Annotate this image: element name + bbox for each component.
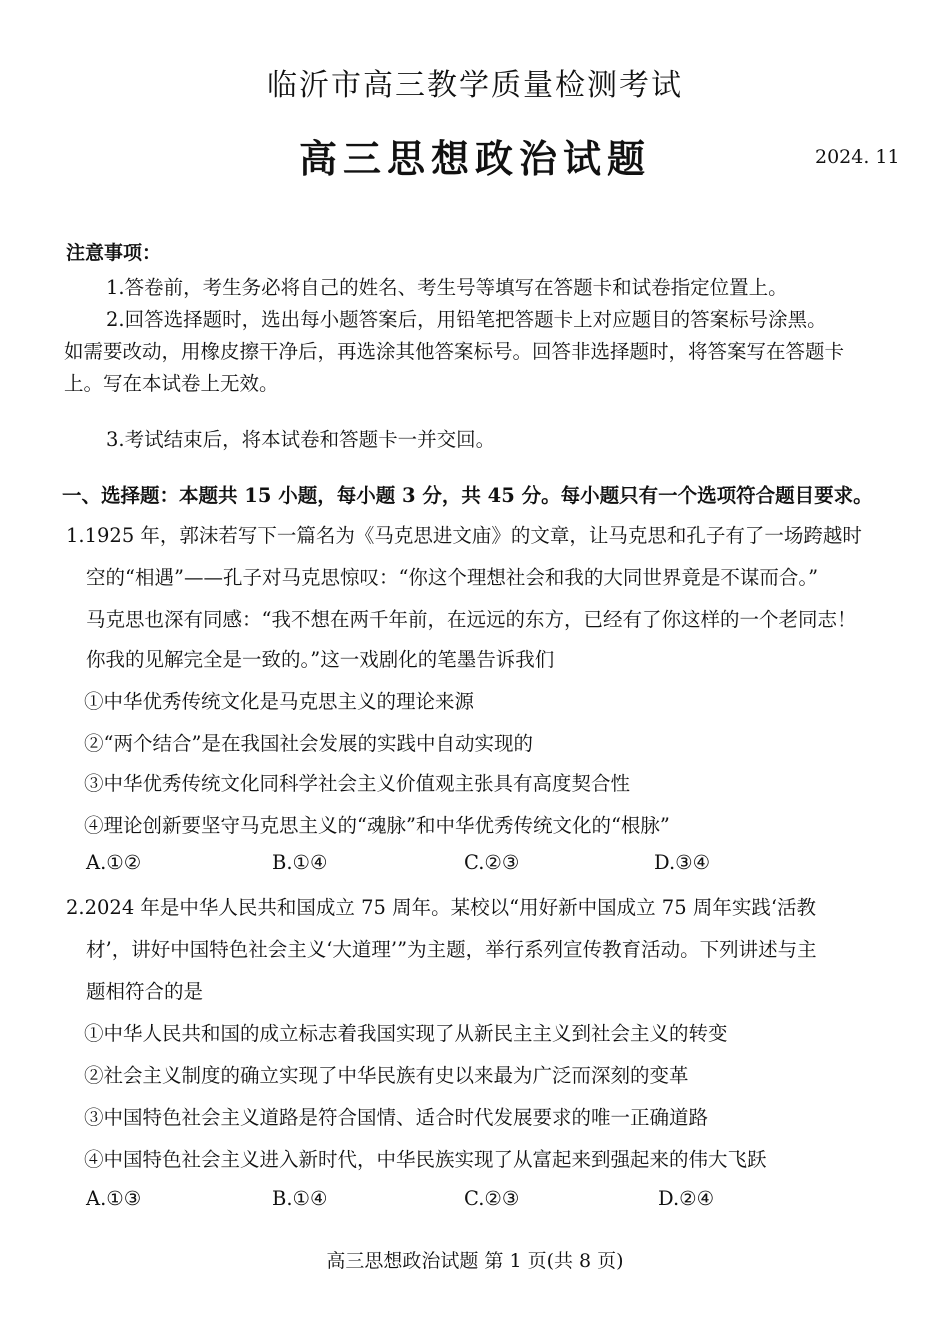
notes-line: 上。写在本试卷上无效。 bbox=[64, 372, 279, 395]
question-stem-line: 题相符合的是 bbox=[86, 980, 204, 1003]
question-statement: ①中华优秀传统文化是马克思主义的理论来源 bbox=[84, 690, 475, 713]
question-statement: ①中华人民共和国的成立标志着我国实现了从新民主主义到社会主义的转变 bbox=[84, 1022, 728, 1045]
notes-line: 1.答卷前，考生务必将自己的姓名、考生号等填写在答题卡和试卷指定位置上。 bbox=[106, 276, 788, 299]
question-statement: ④中国特色社会主义进入新时代，中华民族实现了从富起来到强起来的伟大飞跃 bbox=[84, 1148, 767, 1171]
question-stem-line: 材’，讲好中国特色社会主义‘大道理’”为主题，举行系列宣传教育活动。下列讲述与主 bbox=[86, 938, 817, 961]
question-stem-line: 马克思也深有同感：“我不想在两千年前，在远远的东方，已经有了你这样的一个老同志！ bbox=[86, 608, 857, 631]
question-statement: ④理论创新要坚守马克思主义的“魂脉”和中华优秀传统文化的“根脉” bbox=[84, 814, 670, 837]
page-title: 高三思想政治试题 bbox=[298, 136, 651, 181]
page-footer: 高三思想政治试题 第 1 页(共 8 页) bbox=[326, 1250, 624, 1272]
question-statement: ②“两个结合”是在我国社会发展的实践中自动实现的 bbox=[84, 732, 533, 755]
section-heading: 一、选择题：本题共 15 小题，每小题 3 分，共 45 分。每小题只有一个选项符合题目要求。 bbox=[62, 484, 873, 507]
notes-title: 注意事项： bbox=[66, 242, 162, 264]
option-c: C.②③ bbox=[464, 1187, 520, 1210]
notes-line: 2.回答选择题时，选出每小题答案后，用铅笔把答题卡上对应题目的答案标号涂黑。 bbox=[106, 308, 827, 331]
option-a: A.①③ bbox=[86, 1187, 142, 1210]
option-c: C.②③ bbox=[464, 851, 520, 874]
question-stem-line: 2.2024 年是中华人民共和国成立 75 周年。某校以“用好新中国成立 75 周年实践‘活教 bbox=[66, 896, 817, 919]
option-a: A.①② bbox=[86, 851, 142, 874]
notes-line: 如需要改动，用橡皮擦干净后，再选涂其他答案标号。回答非选择题时，将答案写在答题卡 bbox=[64, 340, 845, 363]
question-stem-line: 空的“相遇”——孔子对马克思惊叹：“你这个理想社会和我的大同世界竟是不谋而合。” bbox=[86, 566, 819, 589]
exam-date: 2024. 11 bbox=[815, 146, 900, 168]
option-b: B.①④ bbox=[272, 851, 328, 874]
question-statement: ③中国特色社会主义道路是符合国情、适合时代发展要求的唯一正确道路 bbox=[84, 1106, 709, 1129]
option-d: D.③④ bbox=[654, 851, 711, 874]
question-statement: ③中华优秀传统文化同科学社会主义价值观主张具有高度契合性 bbox=[84, 772, 631, 795]
option-d: D.②④ bbox=[658, 1187, 715, 1210]
option-b: B.①④ bbox=[272, 1187, 328, 1210]
exam-name: 临沂市高三教学质量检测考试 bbox=[267, 68, 683, 103]
question-stem-line: 你我的见解完全是一致的。”这一戏剧化的笔墨告诉我们 bbox=[86, 648, 555, 671]
question-statement: ②社会主义制度的确立实现了中华民族有史以来最为广泛而深刻的变革 bbox=[84, 1064, 689, 1087]
question-stem-line: 1.1925 年，郭沫若写下一篇名为《马克思进文庙》的文章，让马克思和孔子有了一场跨越时 bbox=[66, 524, 862, 547]
notes-line: 3.考试结束后，将本试卷和答题卡一并交回。 bbox=[106, 428, 496, 451]
